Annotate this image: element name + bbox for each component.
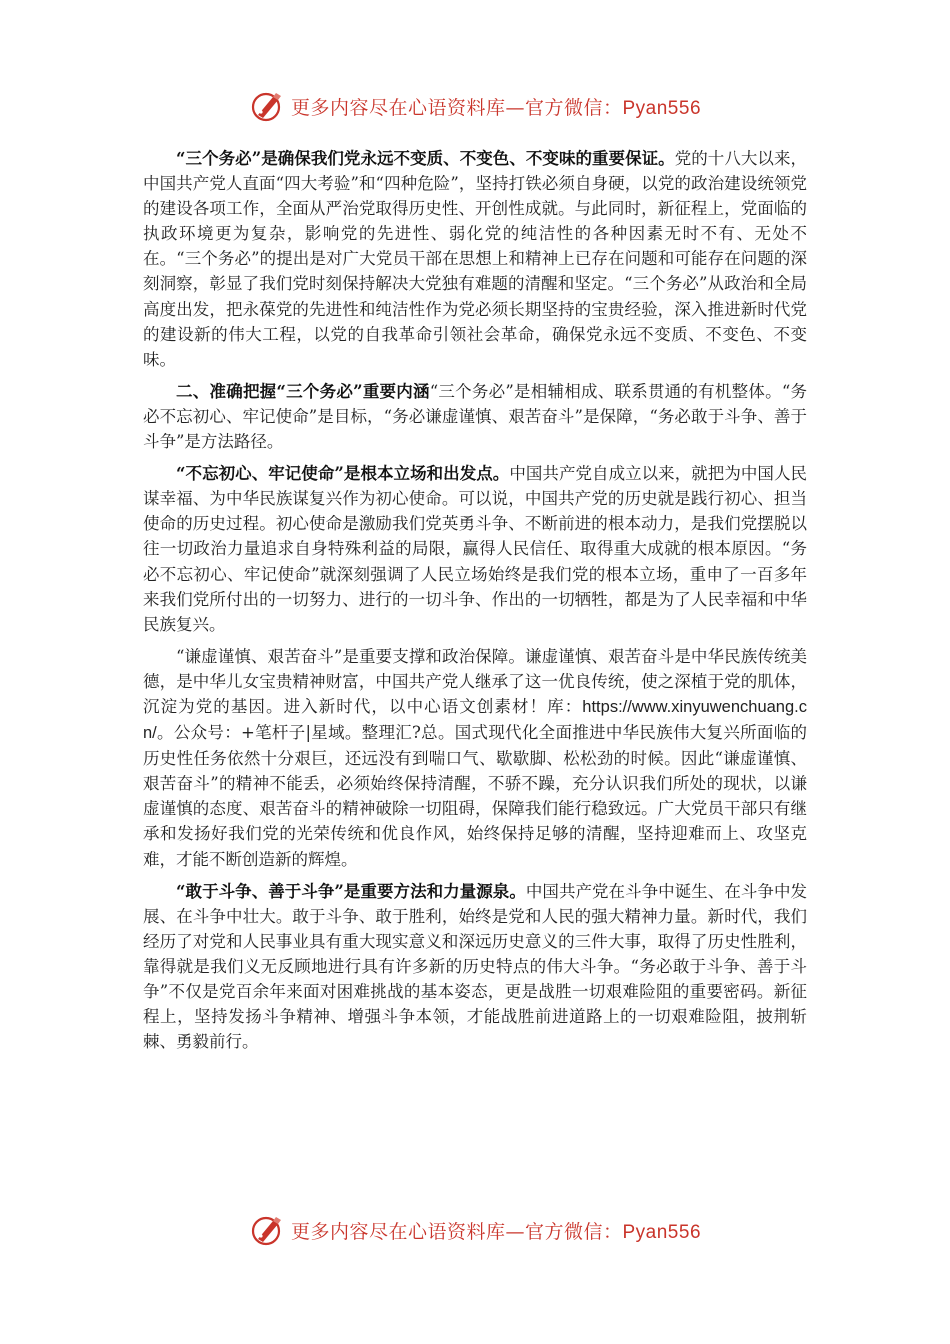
banner-text: 更多内容尽在心语资料库—官方微信：Pyan556: [290, 1220, 702, 1243]
paragraph-body: 中国共产党自成立以来，就把为中国人民谋幸福、为中华民族谋复兴作为初心使命。可以说，中国共产党的历史就是践行初心、担当使命的历史过程。初心使命是激励我们党英勇斗争、不断前进的根本动力，是我们党摆脱以往一切政治力量追求自身特殊利益的局限，赢得人民信任、取得重大成就的根本原因。“务必不忘初心、牢记使命”就深刻强调了人民立场始终是我们党的根本立场，重申了一百多年来我们党所付出的一切努力、进行的一切斗争、作出的一切牺牲，都是为了人民幸福和中华民族复兴。: [143, 464, 808, 634]
section-heading-connotation: [143, 379, 807, 454]
paragraph-three-musts-guarantee: [143, 146, 807, 372]
pen-nib-logo-icon: [249, 88, 285, 124]
paragraph-lead: “敢于斗争、善于斗争”是重要方法和力量源泉。: [176, 881, 526, 901]
paragraph-original-mission: [143, 461, 807, 637]
footer-banner: [0, 1210, 950, 1250]
paragraph-body: “三个务必”是相辅相成、联系贯通的有机整体。“务必不忘初心、牢记使命”是目标，“务必谦虚谨慎、艰苦奋斗”是保障，“务必敢于斗争、善于斗争”是方法路径。: [143, 381, 807, 452]
paragraph-hard-work: [143, 644, 807, 872]
pen-nib-logo-icon: [249, 1212, 285, 1248]
paragraph-body: 。公众号：+笔杆子|星域。整理汇?总。国式现代化全面推进中华民族伟大复兴所面临的历史性任务依然十分艰巨，还远没有到喘口气、歇歇脚、松松劲的时候。因此“谦虚谨慎、艰苦奋斗”的精神不能丢，必须始终保持清醒，不骄不躁，充分认识我们所处的现状，以谦虚谨慎的态度、艰苦奋斗的精神破除一切阻碍，保障我们能行稳致远。广大党员干部只有继承和发扬好我们党的光荣传统和优良作风，始终保持足够的清醒，坚持迎难而上、攻坚克难，才能不断创造新的辉煌。: [143, 723, 807, 869]
website-link[interactable]: https://www.xinyuwenchuang.cn/: [143, 697, 807, 743]
paragraph-body: 党的十八大以来，中国共产党人直面“四大考验”和“四种危险”，坚持打铁必须自身硬，以党的政治建设统领党的建设各项工作，全面从严治党取得历史性、开创性成就。与此同时，新征程上，党面临的执政环境更为复杂，影响党的先进性、弱化党的纯洁性的各种因素无时不有、无处不在。“三个务必”的提出是对广大党员干部在思想上和精神上已存在问题和可能存在问题的深刻洞察，彰显了我们党时刻保持解决大党独有难题的清醒和坚定。“三个务必”从政治和全局高度出发，把永葆党的先进性和纯洁性作为党必须长期坚持的宝贵经验，深入推进新时代党的建设新的伟大工程，以党的自我革命引领社会革命，确保党永远不变质、不变色、不变味。: [143, 149, 807, 369]
header-banner: [0, 86, 950, 126]
paragraph-struggle: [143, 879, 807, 1055]
paragraph-lead: “三个务必”是确保我们党永远不变质、不变色、不变味的重要保证。: [176, 149, 675, 168]
paragraph-body: “谦虚谨慎、艰苦奋斗”是重要支撑和政治保障。谦虚谨慎、艰苦奋斗是中华民族传统美德，是中华儿女宝贵精神财富，中国共产党人继承了这一优良传统，使之深植于党的肌体，沉淀为党的基因。进入新时代，以中心语文创素材！库：: [143, 646, 807, 716]
document-body: [143, 146, 807, 1061]
paragraph-lead: “不忘初心、牢记使命”是根本立场和出发点。: [176, 464, 510, 484]
wechat-id: Pyan556: [622, 97, 702, 119]
wechat-id: Pyan556: [622, 1221, 702, 1243]
section-heading: 二、准确把握“三个务必”重要内涵: [176, 381, 430, 401]
paragraph-body: 中国共产党在斗争中诞生、在斗争中发展、在斗争中壮大。敢于斗争、敢于胜利，始终是党和人民的强大精神力量。新时代，我们经历了对党和人民事业具有重大现实意义和深远历史意义的三件大事，取得了历史性胜利，靠得就是我们义无反顾地进行具有许多新的历史特点的伟大斗争。“务必敢于斗争、善于斗争”不仅是党百余年来面对困难挑战的基本姿态，更是战胜一切艰难险阻的重要密码。新征程上，坚持发扬斗争精神、增强斗争本领，才能战胜前进道路上的一切艰难险阻，披荆斩棘、勇毅前行。: [143, 881, 807, 1052]
banner-text: 更多内容尽在心语资料库—官方微信：Pyan556: [290, 96, 702, 119]
